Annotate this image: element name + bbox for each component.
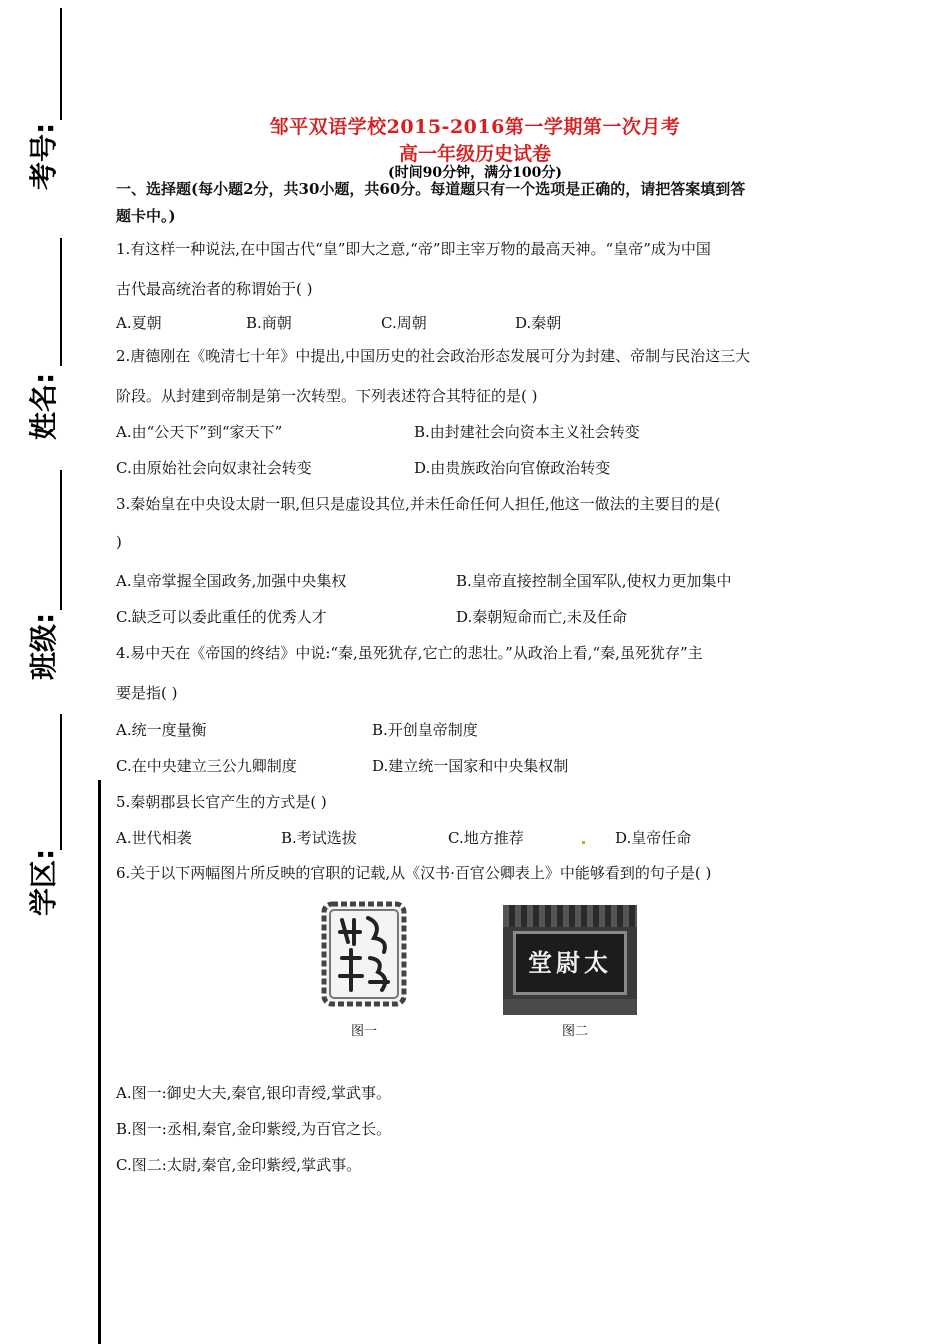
q5-option-b: B.考试选拔 <box>281 829 357 847</box>
q5-text-line1: 5.秦朝郡县长官产生的方式是( ) <box>116 793 327 811</box>
district-label: 学区: <box>27 848 60 916</box>
section-intro-line1: 一、选择题(每小题2分，共30小题，共60分。每道题只有一个选项是正确的，请把答案填到答 <box>116 180 746 198</box>
figure-1-seal-image <box>318 898 410 1010</box>
binding-line-2 <box>60 238 62 366</box>
q6-text-line1: 6.关于以下两幅图片所反映的官职的记载,从《汉书·百官公卿表上》中能够看到的句子是( ) <box>116 864 712 882</box>
q2-option-d: D.由贵族政治向官僚政治转变 <box>414 459 611 477</box>
class-label: 班级: <box>27 612 60 680</box>
q3-option-c: C.缺乏可以委此重任的优秀人才 <box>116 608 327 626</box>
q3-option-d: D.秦朝短命而亡,未及任命 <box>456 608 628 626</box>
q3-option-b: B.皇帝直接控制全国军队,使权力更加集中 <box>456 572 732 590</box>
q4-option-d: D.建立统一国家和中央集权制 <box>372 757 569 775</box>
q1-option-c: C.周朝 <box>381 314 427 332</box>
binding-line-3 <box>60 470 62 610</box>
exam-number-label: 考号: <box>27 122 60 190</box>
section-intro <box>116 176 846 230</box>
q1-option-a: A.夏朝 <box>116 314 162 332</box>
q1-option-d: D.秦朝 <box>515 314 562 332</box>
q4-text-line1: 4.易中天在《帝国的终结》中说:“秦,虽死犹存,它亡的悲壮。”从政治上看,“秦,虽死犹存”主 <box>116 644 703 662</box>
name-label: 姓名: <box>27 372 60 440</box>
exam-subtitle: 高一年级历史试卷 <box>398 143 551 165</box>
q2-option-b: B.由封建社会向资本主义社会转变 <box>414 423 640 441</box>
binding-line-4 <box>60 714 62 850</box>
q6-option-c: C.图二:太尉,秦官,金印紫绶,掌武事。 <box>116 1156 362 1174</box>
q5-option-a: A.世代相袭 <box>116 829 192 847</box>
q6-option-b: B.图一:丞相,秦官,金印紫绶,为百官之长。 <box>116 1120 392 1138</box>
q2-option-c: C.由原始社会向奴隶社会转变 <box>116 459 312 477</box>
q4-option-b: B.开创皇帝制度 <box>372 721 478 739</box>
section-intro-line2: 题卡中。) <box>116 207 176 225</box>
plaque-frame <box>503 905 637 927</box>
binding-line-1 <box>60 8 62 120</box>
q5-option-d: D.皇帝任命 <box>615 829 692 847</box>
q1-option-b: B.商朝 <box>246 314 292 332</box>
q3-text-line1: 3.秦始皇在中央设太尉一职,但只是虚设其位,并未任命任何人担任,他这一做法的主要目的是( <box>116 495 721 513</box>
q1-text-line1: 1.有这样一种说法,在中国古代“皇”即大之意,“帝”即主宰万物的最高天神。“皇帝”成为中国 <box>116 240 711 258</box>
q2-text-line2: 阶段。从封建到帝制是第一次转型。下列表述符合其特征的是( ) <box>116 387 538 405</box>
q5-option-c: C.地方推荐 <box>448 829 524 847</box>
q4-option-a: A.统一度量衡 <box>116 721 207 739</box>
q6-option-a: A.图一:御史大夫,秦官,银印青绶,掌武事。 <box>116 1084 391 1102</box>
q3-text-line2: ) <box>116 533 122 551</box>
figure-1-caption: 图一 <box>351 1024 378 1039</box>
q2-text-line1: 2.唐德刚在《晚清七十年》中提出,中国历史的社会政治形态发展可分为封建、帝制与民治这三大 <box>116 347 751 365</box>
figure-2-plaque-image <box>503 905 637 1015</box>
q4-option-c: C.在中央建立三公九卿制度 <box>116 757 297 775</box>
binding-vertical-rule <box>98 780 101 1344</box>
q1-text-line2: 古代最高统治者的称谓始于( ) <box>116 280 313 298</box>
plaque-text: 太尉堂 <box>528 948 612 977</box>
q4-text-line2: 要是指( ) <box>116 684 178 702</box>
exam-time-note: (时间90分钟，满分100分) <box>388 165 562 181</box>
q3-option-a: A.皇帝掌握全国政务,加强中央集权 <box>116 572 347 590</box>
exam-title: 邹平双语学校2015-2016第一学期第一次月考 <box>269 116 681 138</box>
plaque-base <box>503 999 637 1015</box>
seal-icon <box>318 898 410 1010</box>
q2-option-a: A.由“公天下”到“家天下” <box>116 423 283 441</box>
stray-dot-mark <box>582 841 585 844</box>
figure-2-caption: 图二 <box>562 1024 589 1039</box>
